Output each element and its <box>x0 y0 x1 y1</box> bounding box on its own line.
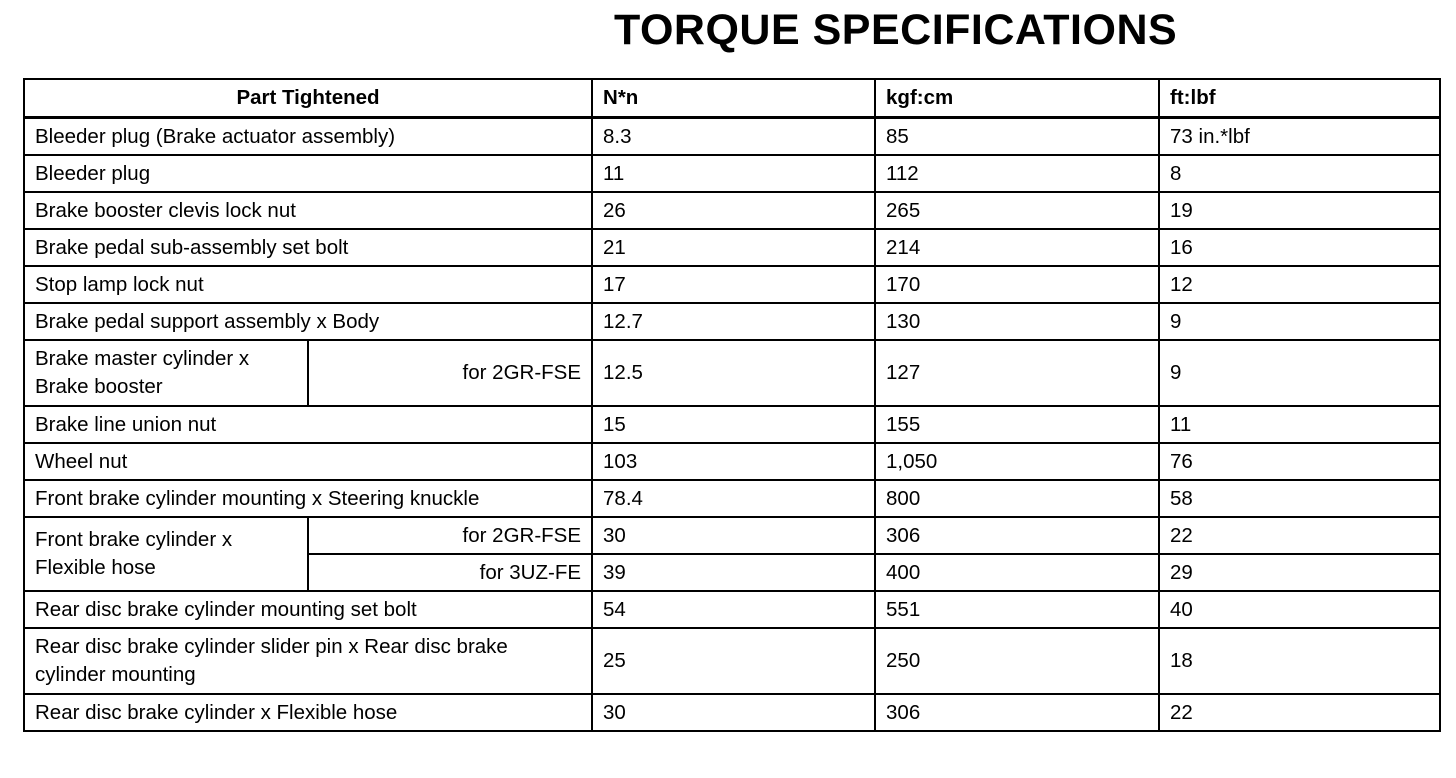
ftlbf-cell: 9 <box>1159 340 1440 406</box>
kgfcm-cell: 214 <box>875 229 1159 266</box>
variant-cell: for 3UZ-FE <box>308 554 592 591</box>
ftlbf-cell: 73 in.*lbf <box>1159 118 1440 156</box>
nm-cell: 21 <box>592 229 875 266</box>
part-line: Brake booster <box>35 375 163 398</box>
part-cell: Wheel nut <box>24 443 592 480</box>
ftlbf-cell: 18 <box>1159 628 1440 694</box>
column-header-ftlbf: ft:lbf <box>1159 79 1440 118</box>
part-cell: Brake pedal support assembly x Body <box>24 303 592 340</box>
ftlbf-cell: 16 <box>1159 229 1440 266</box>
part-cell: Brake booster clevis lock nut <box>24 192 592 229</box>
nm-cell: 103 <box>592 443 875 480</box>
kgfcm-cell: 127 <box>875 340 1159 406</box>
table-header-row <box>24 79 1440 118</box>
table-row <box>24 480 1440 517</box>
torque-spec-table <box>23 78 1441 732</box>
nm-cell: 39 <box>592 554 875 591</box>
ftlbf-cell: 19 <box>1159 192 1440 229</box>
column-header-kgfcm: kgf:cm <box>875 79 1159 118</box>
ftlbf-cell: 40 <box>1159 591 1440 628</box>
kgfcm-cell: 1,050 <box>875 443 1159 480</box>
ftlbf-cell: 12 <box>1159 266 1440 303</box>
nm-cell: 26 <box>592 192 875 229</box>
nm-cell: 30 <box>592 694 875 731</box>
ftlbf-cell: 76 <box>1159 443 1440 480</box>
variant-cell: for 2GR-FSE <box>308 517 592 554</box>
table-row <box>24 229 1440 266</box>
ftlbf-cell: 8 <box>1159 155 1440 192</box>
kgfcm-cell: 155 <box>875 406 1159 443</box>
nm-cell: 54 <box>592 591 875 628</box>
part-line: cylinder mounting <box>35 663 196 686</box>
part-cell <box>24 517 308 591</box>
table-row <box>24 155 1440 192</box>
table-row <box>24 406 1440 443</box>
ftlbf-cell: 29 <box>1159 554 1440 591</box>
kgfcm-cell: 306 <box>875 517 1159 554</box>
part-cell: Rear disc brake cylinder mounting set bolt <box>24 591 592 628</box>
ftlbf-cell: 58 <box>1159 480 1440 517</box>
kgfcm-cell: 265 <box>875 192 1159 229</box>
kgfcm-cell: 250 <box>875 628 1159 694</box>
kgfcm-cell: 800 <box>875 480 1159 517</box>
kgfcm-cell: 551 <box>875 591 1159 628</box>
part-cell: Brake pedal sub-assembly set bolt <box>24 229 592 266</box>
part-line: Rear disc brake cylinder slider pin x Rear disc brake <box>35 635 508 658</box>
table-row <box>24 628 1440 694</box>
kgfcm-cell: 400 <box>875 554 1159 591</box>
part-cell: Brake line union nut <box>24 406 592 443</box>
table-row <box>24 118 1440 156</box>
table-row <box>24 694 1440 731</box>
table-row <box>24 192 1440 229</box>
part-line: Front brake cylinder x <box>35 528 233 551</box>
nm-cell: 25 <box>592 628 875 694</box>
table-row <box>24 303 1440 340</box>
part-line: Flexible hose <box>35 556 156 579</box>
table-row <box>24 266 1440 303</box>
ftlbf-cell: 22 <box>1159 517 1440 554</box>
part-cell <box>24 340 308 406</box>
column-header-nm: N*n <box>592 79 875 118</box>
table-row <box>24 517 1440 554</box>
table-row <box>24 591 1440 628</box>
kgfcm-cell: 112 <box>875 155 1159 192</box>
part-cell: Front brake cylinder mounting x Steering knuckle <box>24 480 592 517</box>
nm-cell: 30 <box>592 517 875 554</box>
nm-cell: 12.5 <box>592 340 875 406</box>
page-title: TORQUE SPECIFICATIONS <box>614 6 1178 54</box>
ftlbf-cell: 9 <box>1159 303 1440 340</box>
part-cell: Bleeder plug (Brake actuator assembly) <box>24 118 592 156</box>
nm-cell: 17 <box>592 266 875 303</box>
part-cell: Rear disc brake cylinder x Flexible hose <box>24 694 592 731</box>
variant-cell: for 2GR-FSE <box>308 340 592 406</box>
ftlbf-cell: 22 <box>1159 694 1440 731</box>
table-row <box>24 340 1440 406</box>
nm-cell: 8.3 <box>592 118 875 156</box>
column-header-part: Part Tightened <box>24 79 592 118</box>
table-row <box>24 443 1440 480</box>
kgfcm-cell: 130 <box>875 303 1159 340</box>
nm-cell: 78.4 <box>592 480 875 517</box>
kgfcm-cell: 85 <box>875 118 1159 156</box>
part-cell: Bleeder plug <box>24 155 592 192</box>
nm-cell: 15 <box>592 406 875 443</box>
nm-cell: 12.7 <box>592 303 875 340</box>
part-cell <box>24 628 592 694</box>
nm-cell: 11 <box>592 155 875 192</box>
part-cell: Stop lamp lock nut <box>24 266 592 303</box>
kgfcm-cell: 306 <box>875 694 1159 731</box>
ftlbf-cell: 11 <box>1159 406 1440 443</box>
kgfcm-cell: 170 <box>875 266 1159 303</box>
part-line: Brake master cylinder x <box>35 347 250 370</box>
